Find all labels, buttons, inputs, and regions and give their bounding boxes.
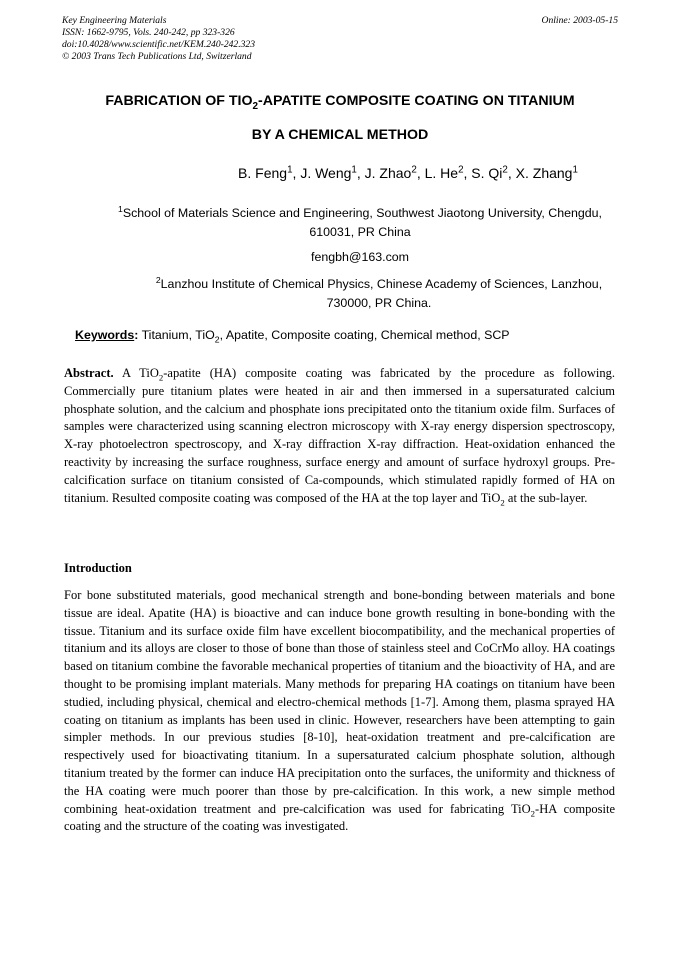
paper-title-line-1: FABRICATION OF $TIO_2$-APATITE COMPOSITE COATING ON TITANIUM (105, 93, 575, 112)
affiliation-2: $^2$Lanzhou Institute of Chemical Physics, Chinese Academy of Sciences, Lanzhou, 730000, PR China. (155, 274, 603, 310)
author: X. Zhang$^1$ (515, 164, 578, 181)
issn-line: ISSN: 1662-9795, Vols. 240-242, pp 323-326 (62, 27, 235, 38)
online-date: Online: 2003-05-15 (541, 15, 618, 26)
affiliation-1: $^1$School of Materials Science and Engineering, Southwest Jiaotong University, Chengdu, 610031, PR China (118, 203, 602, 239)
author: L. He$^2$, (424, 164, 472, 181)
author-email: fengbh@163.com (311, 250, 409, 264)
journal-header (62, 15, 618, 63)
abstract-label: Abstract. (64, 366, 114, 380)
author: J. Zhao$^2$, (364, 164, 425, 181)
copyright-line: © 2003 Trans Tech Publications Ltd, Switzerland (62, 51, 252, 62)
journal-name: Key Engineering Materials (62, 15, 167, 26)
author: S. Qi$^2$, (471, 164, 516, 181)
keywords-line: Keywords: Titanium, TiO$_2$, Apatite, Composite coating, Chemical method, SCP (75, 328, 510, 345)
paper-title-line-2: BY A CHEMICAL METHOD (251, 127, 429, 143)
abstract: Abstract. A TiO$_2$-apatite (HA) composite coating was fabricated by the procedure as following. Commercially pure titanium plates were heated in air and then immersed in a supersaturated calcium phosphate solution, and the calcium and phosphate ions precipitated onto the titanium oxide film. Surfaces of samples were characterized using scanning electron microscopy with X-ray energy dispersion spectroscopy, X-ray photoelectron spectroscopy, and X-ray diffraction X-ray diffraction. Heat-oxidation enhanced the reactivity by increasing the surface roughness, surface energy and amount of surface hydroxyl groups. Pre-calcification surface on titanium consisted of Ca-compounds, which stimulated rapidly formed of HA on titanium. Resulted composite coating was composed of the HA at the top layer and TiO$_2$ at the sub-layer. (64, 366, 615, 508)
introduction-body: For bone substituted materials, good mechanical strength and bone-bonding between materials and bone tissue are ideal. Apatite (HA) is bioactive and can induce bone growth resulting in bone-bonding with the tissue. Titanium and its surface oxide film have excellent biocompatibility, and the mechanical properties of titanium and its alloys are closer to those of bone than those of stainless steel and CoCrMo alloy. HA coatings based on titanium combine the favorable mechanical properties of titanium and the bioactivity of HA, and are thought to be promising implant materials. Many methods for preparing HA coatings on titanium have been studied, including physical, chemical and electro-chemical methods [1-7]. Among them, plasma sprayed HA coating on titanium as implants has been used in clinic. However, researchers have been attempting to gain simpler methods. In our previous studies [8-10], heat-oxidation treatment and pre-calcification are respectively used for bioactivating titanium. In a supersaturated calcium phosphate solution, although titanium treated by the former can induce HA precipitation onto the surfaces, the uniformity and thickness of the HA coating were much poorer than those by pre-calcification. In this work, a new simple method combining heat-oxidation treatment and pre-calcification was used for fabricating TiO$_2$-HA composite coating and the structure of the coating was investigated. (64, 588, 615, 834)
author: B. Feng$^1$, (238, 164, 301, 181)
introduction-heading: Introduction (64, 561, 132, 575)
author-list (60, 165, 618, 181)
keywords-label: Keywords (75, 328, 135, 342)
author: J. Weng$^1$, (300, 164, 365, 181)
doi-line: doi:10.4028/www.scientific.net/KEM.240-242.323 (62, 39, 256, 50)
